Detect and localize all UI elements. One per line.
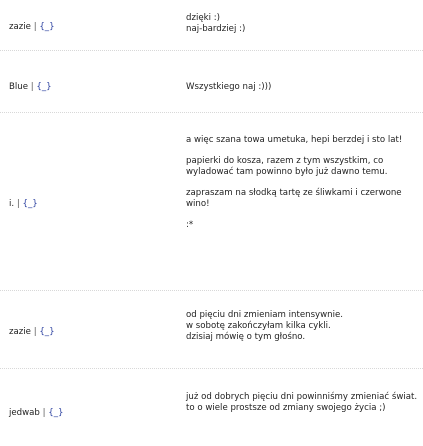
comment-author [9, 327, 55, 338]
author-name: Blue [9, 82, 29, 92]
comment-divider [0, 368, 423, 369]
comment-paragraph: a więc szana towa umetuka, hepi berzdej i sto lat! [186, 135, 403, 145]
comment-paragraph: dzięki :) naj-bardziej :) [186, 13, 246, 34]
author-separator: | [42, 408, 46, 418]
comment-author [9, 22, 55, 33]
comment-paragraph: Wszystkiego naj :))) [186, 82, 272, 92]
author-separator: | [16, 199, 20, 209]
comment-paragraph: papierki do kosza, razem z tym wszystkim, co wyladować tam powinno było już dawno temu. [186, 156, 388, 177]
comment-text [186, 82, 418, 93]
comment-paragraph: :* [186, 220, 194, 230]
author-link[interactable]: {_} [39, 22, 55, 32]
author-name: i. [9, 199, 15, 209]
author-link[interactable]: {_} [22, 199, 38, 209]
author-separator: | [30, 82, 34, 92]
comment-author [9, 199, 38, 210]
comment-text [186, 13, 418, 35]
author-link[interactable]: {_} [48, 408, 64, 418]
author-name: jedwab [9, 408, 40, 418]
author-separator: | [33, 327, 37, 337]
comment-paragraph: zapraszam na słodką tartę ze śliwkami i czerwone wino! [186, 188, 402, 209]
author-link[interactable]: {_} [39, 327, 55, 337]
comment-divider [0, 112, 423, 113]
comment-text [186, 135, 418, 231]
author-separator: | [33, 22, 37, 32]
author-name: zazie [9, 327, 31, 337]
comment-divider [0, 50, 423, 51]
comment-text [186, 310, 418, 343]
comment-author [9, 82, 52, 93]
author-name: zazie [9, 22, 31, 32]
comment-text [186, 392, 418, 414]
comment-paragraph: od pięciu dni zmieniam intensywnie. w sobotę zakończyłam kilka cykli. dzisiaj mówię o tym głośno. [186, 310, 344, 342]
author-link[interactable]: {_} [36, 82, 52, 92]
comment-author [9, 408, 64, 419]
comment-divider [0, 290, 423, 291]
comment-paragraph: już od dobrych pięciu dni powinniśmy zmieniać świat. to o wiele prostsze od zmiany swojego życia ;) [186, 392, 418, 413]
